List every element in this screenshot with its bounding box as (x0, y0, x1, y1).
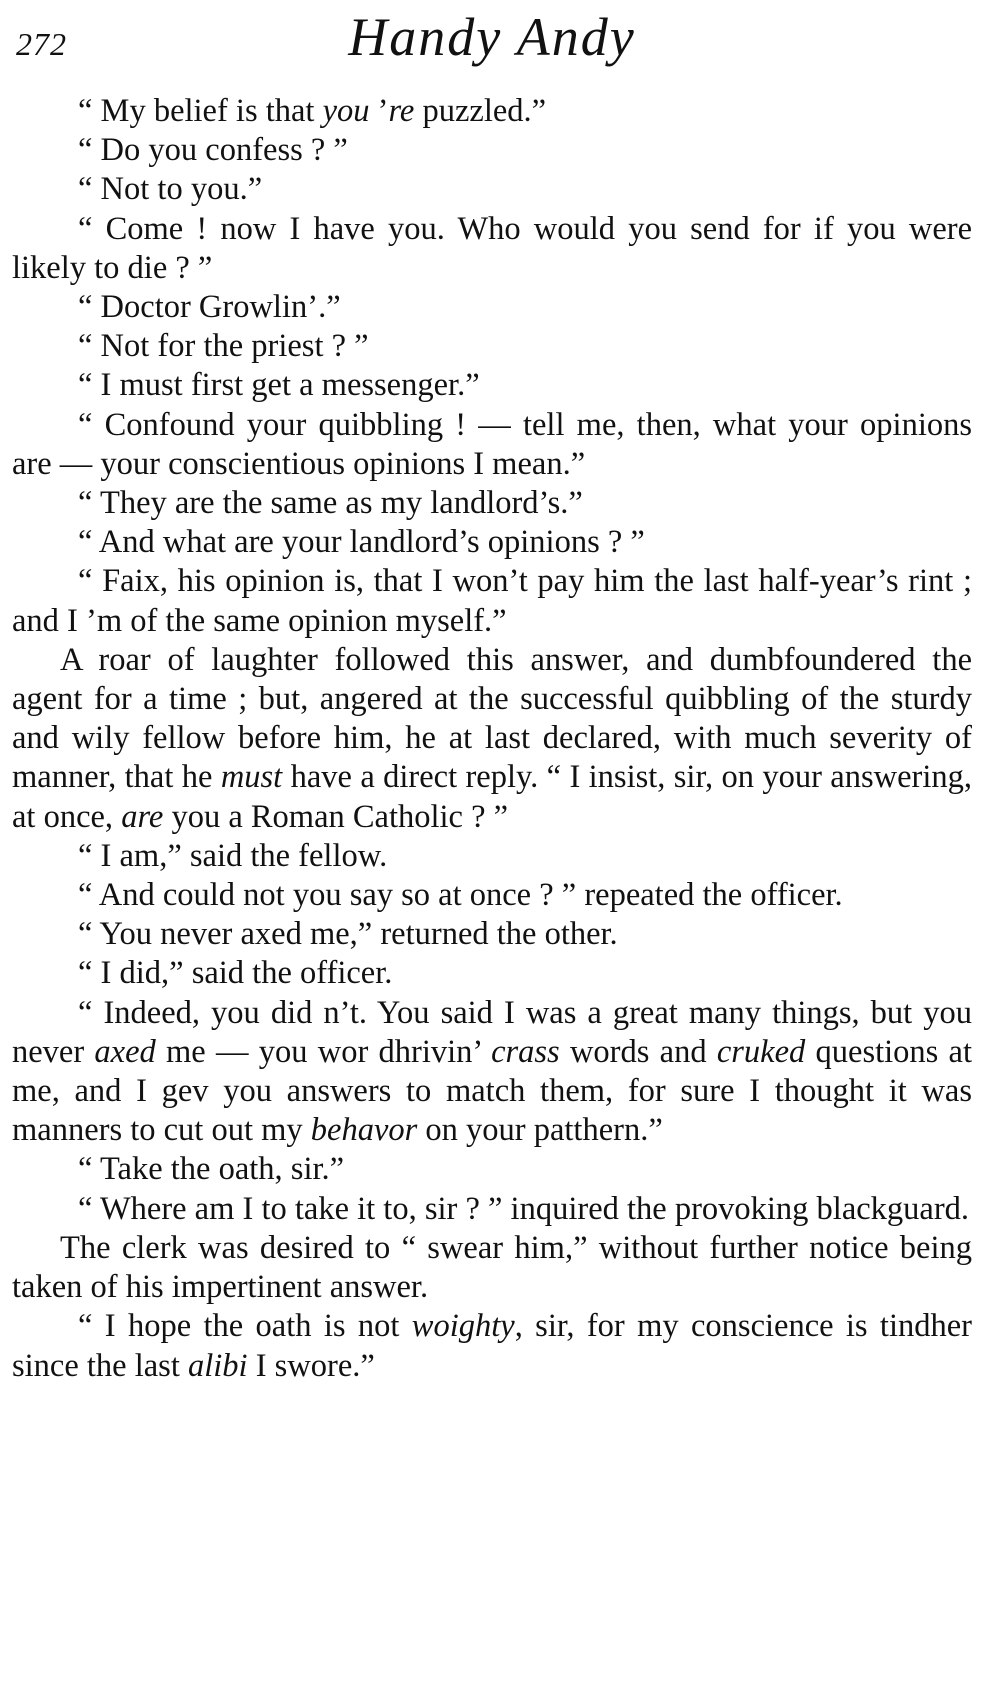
paragraph (12, 131, 972, 170)
text-run: “ I am,” said the fellow. (78, 837, 388, 874)
text-run: “ You never axed me,” returned the other. (78, 916, 618, 953)
paragraph (12, 1307, 972, 1385)
italic-run: are (121, 798, 164, 835)
text-run: “ I must first get a messenger.” (78, 367, 480, 404)
text-run: “ I did,” said the officer. (78, 955, 393, 992)
book-page (12, 0, 972, 1700)
text-run: I swore.” (247, 1347, 375, 1384)
italic-run: alibi (188, 1347, 248, 1384)
paragraph (12, 210, 972, 288)
text-run: “ Doctor Growlin’.” (78, 289, 341, 326)
text-run: “ Faix, his opinion is, that I won’t pay him the last half-year’s rint ; and I ’m of the same opinion myself.” (12, 563, 972, 639)
paragraph (12, 1150, 972, 1189)
paragraph (12, 484, 972, 523)
paragraph (12, 170, 972, 209)
paragraph (12, 641, 972, 837)
italic-run: woighty (411, 1308, 515, 1345)
text-run: The clerk was desired to “ swear him,” without further notice being taken of his impertinent answer. (12, 1229, 972, 1306)
text-run: “ I hope the oath is not (78, 1308, 412, 1345)
paragraph (12, 406, 972, 484)
text-run: “ Where am I to take it to, sir ? ” inquired the provoking blackguard. (78, 1190, 970, 1227)
text-run: “ Not to you.” (78, 171, 263, 208)
text-run: puzzled.” (414, 93, 547, 129)
paragraph (12, 1229, 972, 1307)
paragraph (12, 954, 972, 993)
paragraph (12, 1190, 972, 1229)
italic-run: you (322, 93, 370, 129)
paragraph (12, 562, 972, 640)
text-run: A roar of laughter followed this answer, and dumbfoundered the agent for a time ; but, angered at the successful quibbling of the sturdy and wily fellow before him, he at last declared, with much severity of manner, that he (12, 641, 972, 796)
italic-run: must (220, 759, 283, 796)
italic-run: re (388, 93, 415, 129)
text-run: “ They are the same as my landlord’s.” (78, 485, 583, 522)
paragraph (12, 92, 972, 131)
paragraph (12, 288, 972, 327)
page-header (12, 0, 972, 96)
text-run: words and (559, 1033, 717, 1070)
text-run: on your patthern.” (417, 1112, 663, 1149)
text-run: me — you wor dhrivin’ (155, 1033, 492, 1070)
text-run: “ Not for the priest ? ” (78, 328, 369, 365)
text-run: ’ (369, 93, 389, 129)
text-run: “ And what are your landlord’s opinions ? ” (78, 524, 645, 561)
paragraph (12, 915, 972, 954)
italic-run: crass (491, 1033, 560, 1070)
text-run: “ My belief is that (78, 93, 323, 129)
text-run: “ Come ! now I have you. Who would you send for if you were likely to die ? ” (12, 210, 972, 286)
text-run: “ Take the oath, sir.” (78, 1151, 345, 1188)
text-run: have a direct reply. “ I insist, sir, on your answering, at once, (12, 759, 972, 835)
italic-run: axed (94, 1033, 156, 1070)
paragraph (12, 366, 972, 405)
text-run: you a Roman Catholic ? ” (163, 798, 509, 835)
text-run: “ Indeed, you did n’t. You said I was a great many things, but you never (12, 994, 972, 1070)
paragraph (12, 837, 972, 876)
italic-run: behavor (310, 1112, 418, 1149)
paragraph (12, 327, 972, 366)
text-run: questions at me, and I gev you answers to match them, for sure I thought it was manners to cut out my (12, 1033, 972, 1149)
text-run: “ Confound your quibbling ! — tell me, then, what your opinions are — your conscientious opinions I mean.” (12, 406, 972, 482)
text-run: “ Do you confess ? ” (78, 132, 348, 169)
paragraph (12, 523, 972, 562)
text-run: “ And could not you say so at once ? ” repeated the officer. (78, 877, 843, 914)
text-run: , sir, for my conscience is tindher since the last (12, 1308, 972, 1384)
italic-run: cruked (716, 1033, 806, 1070)
running-title: Handy Andy (348, 7, 636, 67)
body-text (12, 92, 972, 1386)
paragraph (12, 994, 972, 1151)
paragraph (12, 876, 972, 915)
page-number: 272 (16, 26, 67, 62)
